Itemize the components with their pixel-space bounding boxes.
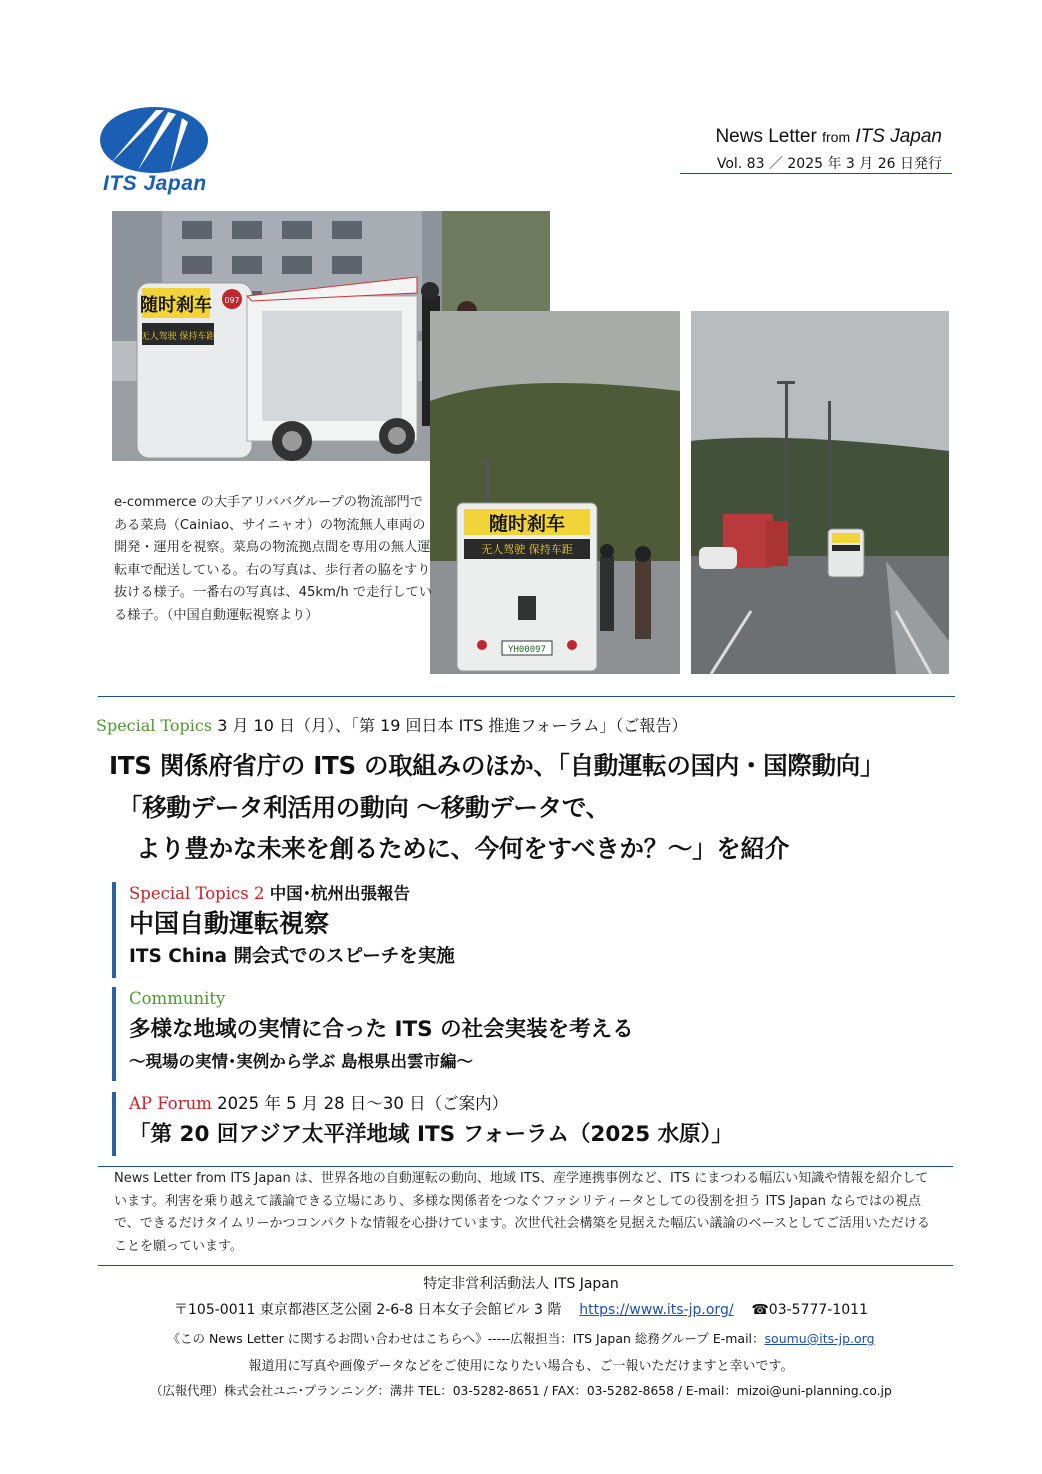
vehicle-sign-top: 随时刹车: [140, 295, 212, 316]
footer-inquiry: 《この News Letter に関するお問い合わせはこちらへ》-----広報担当：ITS Japan 総務グループ E-mail：: [167, 1331, 765, 1346]
header-rule: [680, 173, 952, 174]
rear-plate: YH00097: [508, 645, 546, 655]
rear-sign-bottom: 无人驾驶 保持车距: [481, 543, 573, 556]
photo-caption: e-commerce の大手アリババグループの物流部門である菜鳥（Cainiao、サイニャオ）の物流無人車両の開発・運用を視察。菜鳥の物流拠点間を専用の無人運転車で配送している。右の写真は、歩行者の脇をすり抜ける様子。一番右の写真は、45km/h で走行している様子。（中国自動運転視察より）: [114, 495, 433, 623]
footer-press-note: 報道用に写真や画像データなどをご使用になりたい場合も、ご一報いただけますと幸いです。: [248, 1359, 794, 1374]
footer-pr-agent: （広報代理）株式会社ユニ･プランニング：溝井 TEL：03-5282-8651 / FAX：03-5282-8658 / E-mail：mizoi@uni-planning.co.jp: [150, 1384, 892, 1398]
headline-line-2: 「移動データ利活用の動向 〜移動データで、: [118, 793, 610, 822]
vehicle-number: 097: [224, 296, 240, 305]
community-label: Community: [129, 989, 226, 1008]
community-subtitle: 〜現場の実情･実例から学ぶ 島根県出雲市編〜: [129, 1052, 473, 1071]
section-rule-bottom: [98, 1265, 953, 1266]
title-main: News Letter: [715, 126, 817, 147]
special-topics-info: 3 月 10 日（月）、「第 19 回日本 ITS 推進フォーラム」（ご報告）: [217, 716, 688, 735]
footer-email-link[interactable]: soumu@its-jp.org: [764, 1331, 875, 1346]
vehicle-sign-bottom: 无人驾驶 保持车距: [140, 332, 216, 342]
rear-sign-top: 随时刹车: [488, 513, 566, 535]
ap-forum-title: 「第 20 回アジア太平洋地域 ITS フォーラム（2025 水原）」: [129, 1122, 733, 1147]
section-rule-mid: [98, 1166, 953, 1167]
photo-vehicle-on-road: [691, 311, 949, 674]
photo-vehicle-passing-pedestrians: [430, 311, 680, 674]
section-special-topics-2: [112, 882, 455, 978]
special-topics-2-subtitle: ITS China 開会式でのスピーチを実施: [129, 946, 455, 967]
volume-date: Vol. 83 ／ 2025 年 3 月 26 日発行: [716, 156, 942, 172]
its-japan-logo-icon: [98, 104, 210, 176]
special-topics-2-title: 中国自動運転視察: [129, 909, 330, 938]
footer-phone: ☎03-5777-1011: [751, 1302, 868, 1318]
footer-address: 〒105-0011 東京都港区芝公園 2-6-8 日本女子会館ビル 3 階: [174, 1302, 562, 1318]
ap-forum-label: AP Forum: [129, 1094, 212, 1113]
section-community: [112, 987, 634, 1081]
footer-inquiry-line: [0, 1329, 1042, 1347]
logo-text: ITS Japan: [103, 172, 207, 195]
headline-line-3: より豊かな未来を創るために、今何をすべきか？〜」を紹介: [136, 834, 789, 863]
title-from: from: [822, 129, 851, 145]
footer-website-link[interactable]: https://www.its-jp.org/: [579, 1302, 734, 1318]
special-topics-2-info: 中国･杭州出張報告: [269, 884, 410, 903]
newsletter-description: News Letter from ITS Japan は、世界各地の自動運転の動向、地域 ITS、産学連携事例など、ITS にまつわる幅広い知識や情報を紹介しています。利害を乗り越えて議論できる立場にあり、多様な関係者をつなぐファシリティータとしての役割を担う ITS Japan ならではの視点で、できるだけタイムリーかつコンパクトな情報を心掛けています。次世代社会構築を見据えた幅広い議論のベースとしてご活用いただけることを願っています。: [114, 1171, 930, 1254]
footer-address-line: [0, 1299, 1042, 1319]
footer-org: 特定非営利活動法人 ITS Japan: [423, 1276, 619, 1292]
section-rule-top: [98, 696, 955, 697]
special-topics-2-label: Special Topics 2: [129, 884, 265, 903]
headline-line-1: ITS 関係府省庁の ITS の取組みのほか、「自動運転の国内・国際動向」: [109, 751, 885, 780]
title-org: ITS Japan: [855, 126, 942, 147]
section-ap-forum: [112, 1092, 733, 1156]
special-topics-line: [96, 713, 687, 736]
community-title: 多様な地域の実情に合った ITS の社会実装を考える: [129, 1017, 634, 1042]
ap-forum-info: 2025 年 5 月 28 日〜30 日（ご案内）: [217, 1094, 509, 1113]
special-topics-label: Special Topics: [96, 716, 213, 735]
newsletter-title: [715, 126, 942, 148]
